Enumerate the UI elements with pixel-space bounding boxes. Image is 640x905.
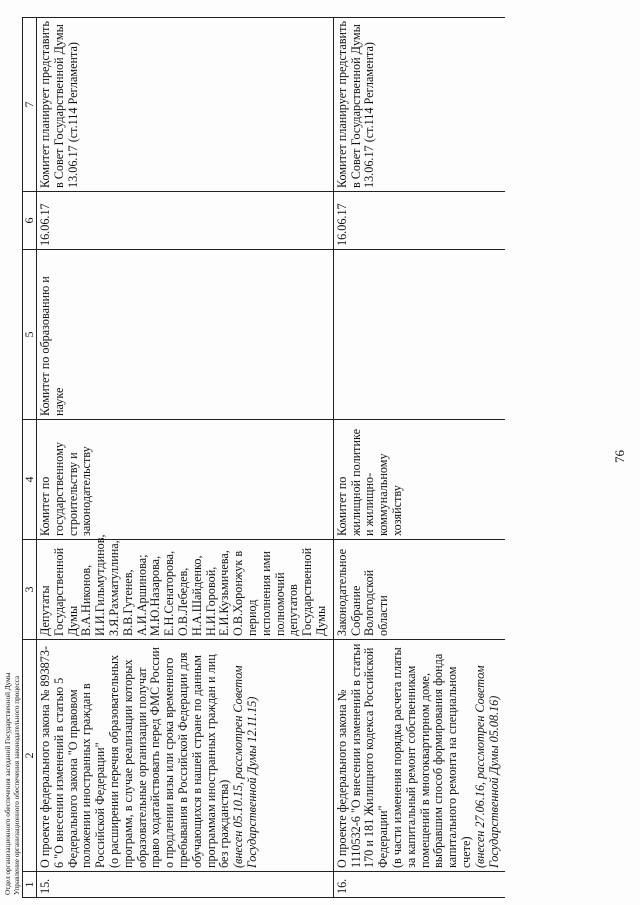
row-number: 16. [333,872,505,898]
column-header: 7 [23,18,37,192]
committee-cell: Комитет по государственному строительству и законодательству [37,420,334,540]
co-committee-cell: Комитет по образованию и науке [37,250,334,420]
footer [4,672,21,895]
bill-title: О проекте федерального закона № 1110532-6 "О внесении изменений в статьи 170 и 181 Жилищного кодекса Российской Федерации" [334,643,391,868]
column-header: 1 [23,872,37,898]
table-header-row [23,18,37,898]
date-cell: 16.06.17 [37,192,334,250]
table-row [333,18,505,898]
table-row [37,18,334,898]
footer-line: Отдел организационного обеспечения заседаний Государственной Думы [4,672,12,895]
co-committee-cell [333,250,505,420]
bill-description: (о расширении перечня образовательных программ, в случае реализации которых образовательные организации получат право ходатайствовать перед ФМС России о продлении визы или срока временного пребывания в Российской Федерации для обучающихся в нашей стране по данным программам иностранных граждан и лиц без гражданства) [106,647,232,868]
bill-note: (внесен 05.10.15, рассмотрен Советом Государственной Думы 12.11.15) [231,665,259,868]
authors-cell: Депутаты Государственной Думы В.А.Никонов, И.И.Гильмутдинов, З.Я.Рахматуллина, В.В.Гутенев, А.И.Аршинова; М.Ю.Назарова, Е.Н.Сенаторова, О.В.Лебедев, Н.А.Шайденко, Н.И.Горовой, Е.И.Кузьмичева, О.В.Хоронжук в период исполнения ими полномочий депутатов Государственной Думы [37,540,334,640]
bill-cell [37,640,334,872]
bills-table [22,17,505,898]
bill-title: О проекте федерального закона № 893873-6 "О внесении изменений в статью 5 Федерального закона "О правовом положении иностранных граждан в Российской Федерации" [38,645,108,868]
bill-cell [333,640,505,872]
column-header: 3 [23,540,37,640]
footer-line: Управление организационного обеспечения законодательного процесса [12,675,21,895]
committee-cell: Комитет по жилищной политике и жилищно-коммунальному хозяйству [333,420,505,540]
authors-cell: Законодательное Собрание Вологодской области [333,540,505,640]
page-number: 76 [612,450,627,463]
row-number: 15. [37,872,334,898]
column-header: 2 [23,640,37,872]
date-cell: 16.06.17 [333,192,505,250]
bill-note: (внесен 27.06.16, рассмотрен Советом Государственной Думы 05.08.16) [472,665,501,868]
plan-cell: Комитет планирует представить в Совет Государственной Думы 13.06.17 (ст.114 Регламента) [37,18,334,192]
column-header: 6 [23,192,37,250]
column-header: 4 [23,420,37,540]
bill-description: (в части изменения порядка расчета платы за капитальный ремонт собственникам помещений в многоквартирном доме, выбравшим способ формирования фонда капитального ремонта на специальном счете) [389,647,473,868]
column-header: 5 [23,250,37,420]
plan-cell: Комитет планирует представить в Совет Государственной Думы 13.06.17 (ст.114 Регламента) [333,18,505,192]
